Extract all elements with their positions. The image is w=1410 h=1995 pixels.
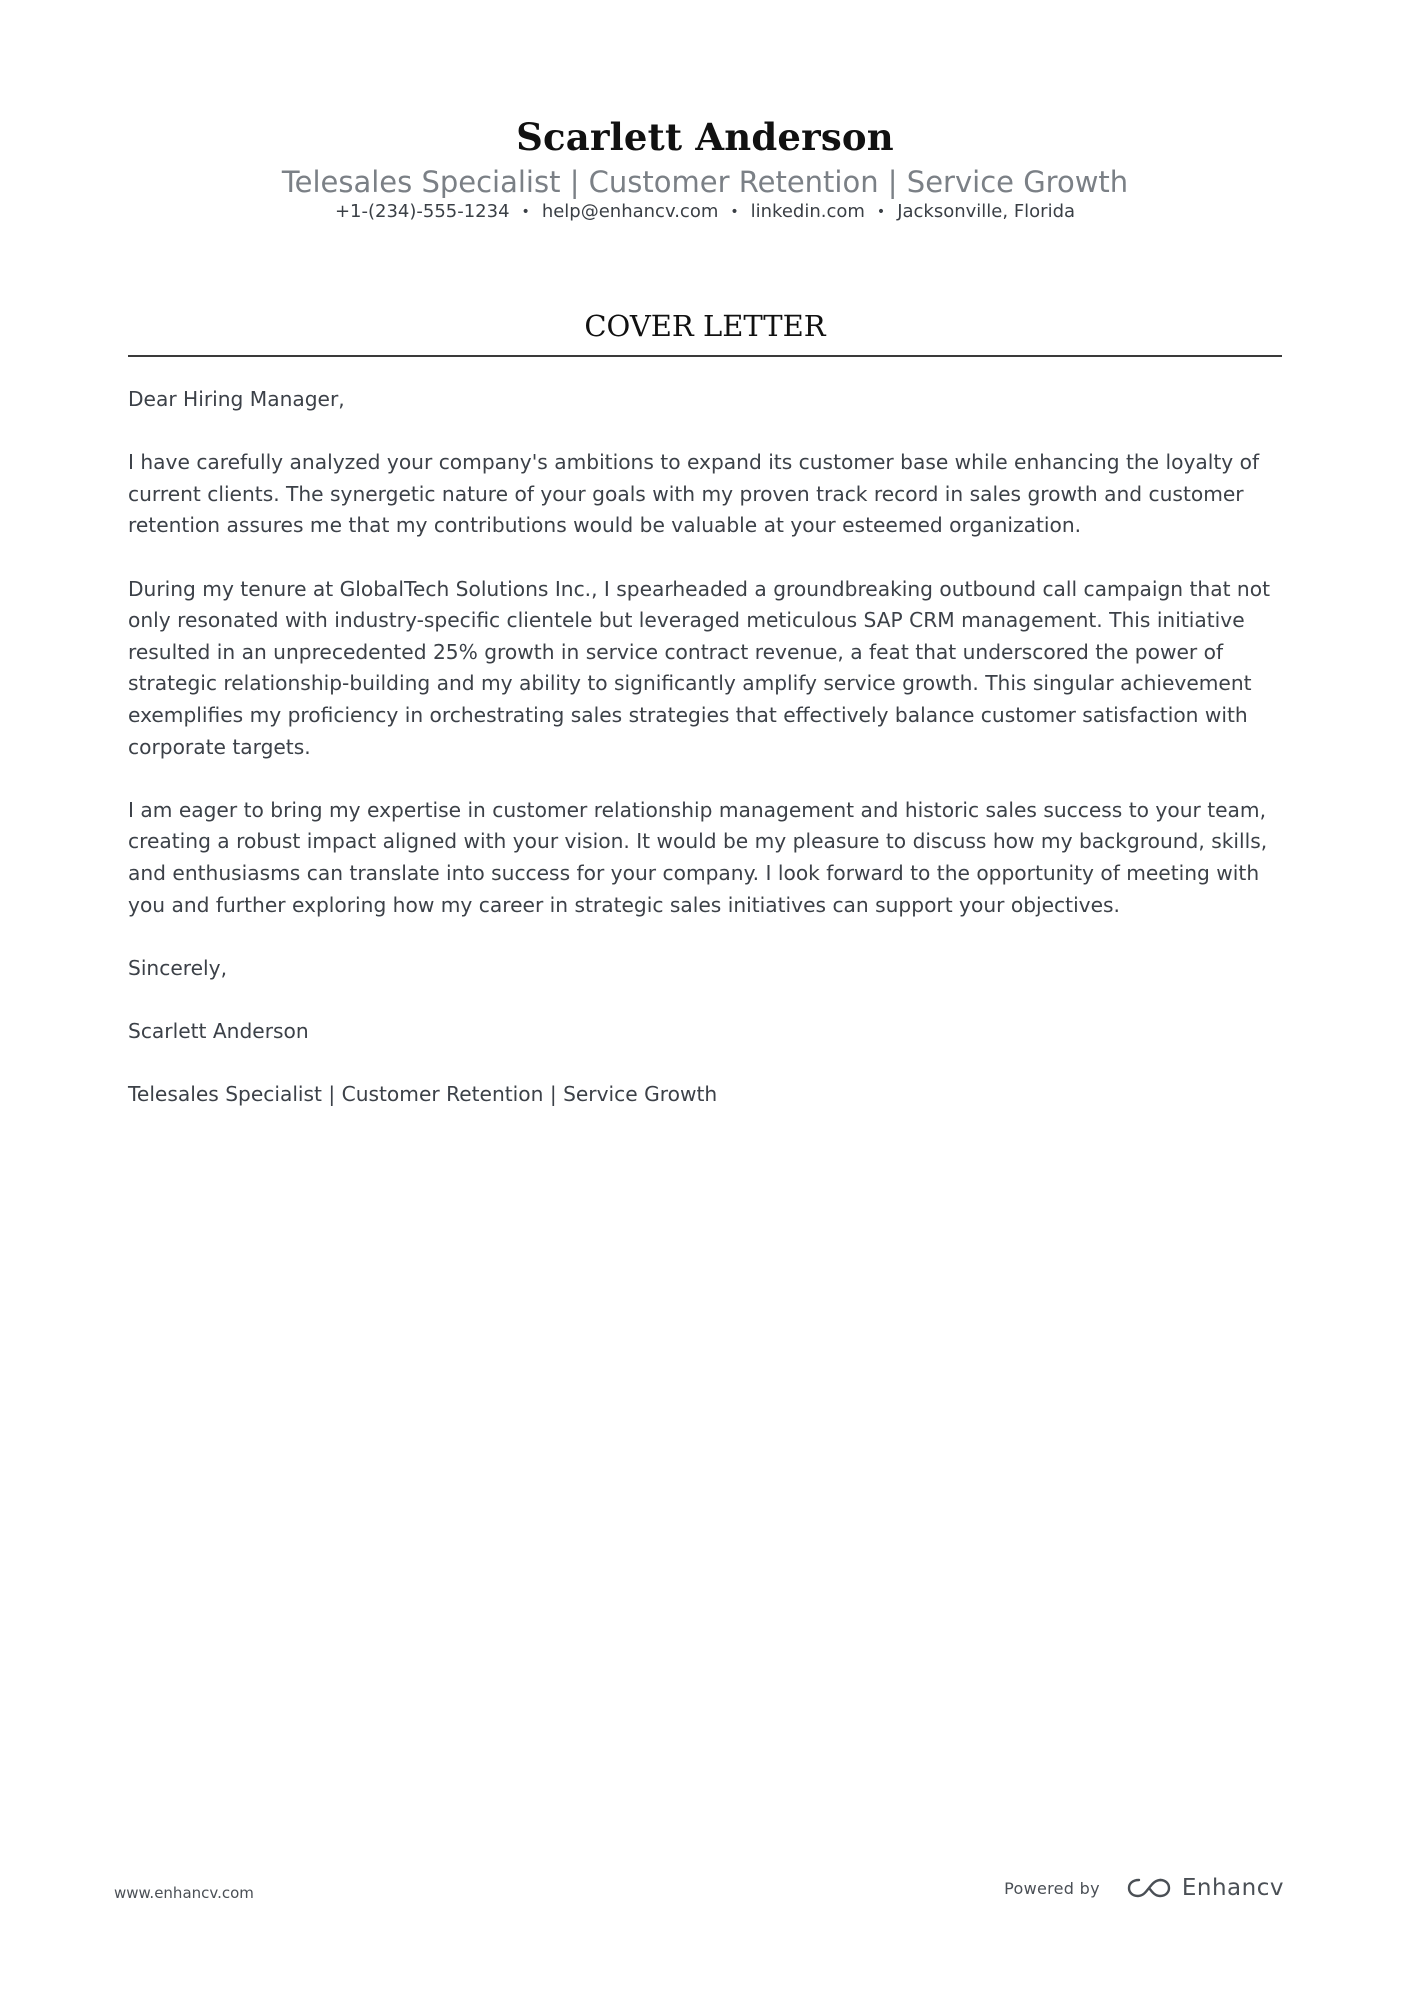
letter-closing: Sincerely,: [128, 955, 227, 980]
contact-info: [0, 200, 1410, 225]
letter-greeting: Dear Hiring Manager,: [128, 387, 345, 411]
applicant-name: Scarlett Anderson: [516, 115, 894, 159]
bullet-separator-icon: •: [730, 204, 739, 220]
footer-website[interactable]: www.enhancv.com: [114, 1884, 254, 1902]
letter-paragraph: I have carefully analyzed your company's ambitions to expand its customer base while enhancing the loyalty of current clients. The synergetic nature of your goals with my proven track record in sales growth and customer retention assures me that my contributions would be valuable at your esteemed organization.: [128, 450, 1260, 538]
letter-body: [128, 384, 1288, 1142]
enhancv-logo[interactable]: [1126, 1875, 1284, 1901]
bullet-separator-icon: •: [521, 204, 530, 220]
letter-paragraph: During my tenure at GlobalTech Solutions Inc., I spearheaded a groundbreaking outbound call campaign that not only resonated with industry-specific clientele but leveraged meticulous SAP CRM management. This initiative resulted in an unprecedented 25% growth in service contract revenue, a feat that underscored the power of strategic relationship-building and my ability to significantly amplify service growth. This singular achievement exemplifies my proficiency in orchestrating sales strategies that effectively balance customer satisfaction with corporate targets.: [128, 576, 1270, 759]
signature-title: Telesales Specialist | Customer Retention | Service Growth: [128, 1082, 718, 1107]
enhancv-logo-icon: [1126, 1876, 1172, 1900]
powered-by-label: Powered by: [1004, 1878, 1100, 1898]
contact-location: Jacksonville, Florida: [897, 201, 1076, 222]
letter-paragraph: I am eager to bring my expertise in customer relationship management and historic sales success to your team, creating a robust impact aligned with your vision. It would be my pleasure to discuss how my background, skills, and enthusiasms can translate into success for your company. I look forward to the opportunity of meeting with you and further exploring how my career in strategic sales initiatives can support your objectives.: [128, 797, 1268, 917]
letter-header: [0, 112, 1410, 225]
footer-branding: [1004, 1875, 1284, 1901]
contact-email[interactable]: help@enhancv.com: [541, 201, 719, 222]
section-title: COVER LETTER: [584, 309, 826, 343]
contact-linkedin[interactable]: linkedin.com: [750, 201, 865, 222]
contact-phone: +1-(234)-555-1234: [334, 201, 510, 222]
bullet-separator-icon: •: [876, 204, 886, 220]
signature-name: Scarlett Anderson: [128, 1018, 309, 1043]
section-divider: [128, 355, 1282, 357]
applicant-headline: Telesales Specialist | Customer Retention | Service Growth: [281, 165, 1129, 199]
brand-name: Enhancv: [1181, 1875, 1284, 1901]
